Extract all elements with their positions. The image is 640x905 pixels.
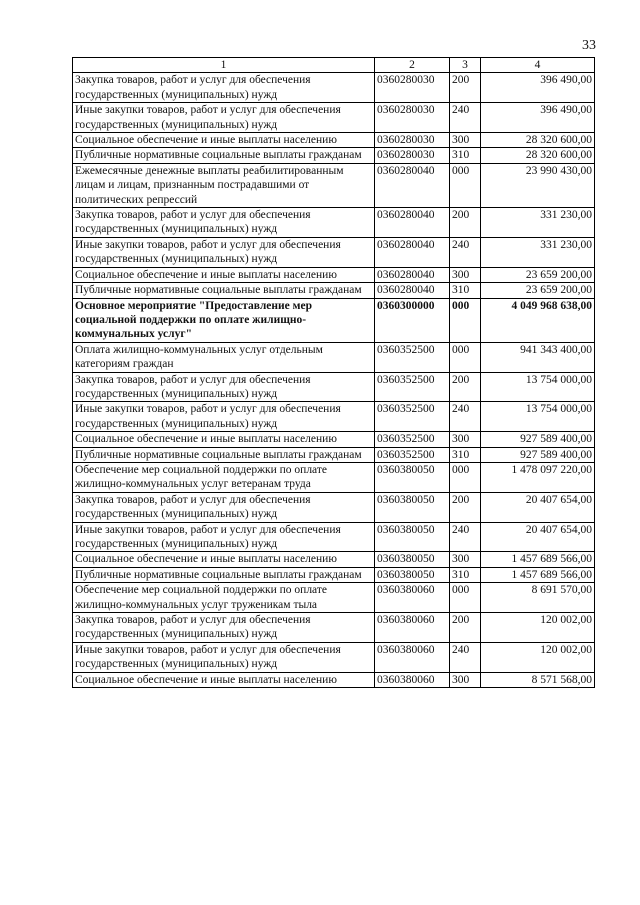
row-name-cell: Закупка товаров, работ и услуг для обеспечения государственных (муниципальных) нужд	[73, 208, 375, 238]
row-kind-cell: 200	[450, 208, 481, 238]
row-kind-cell: 000	[450, 163, 481, 207]
row-code-cell: 0360280030	[375, 133, 450, 148]
table-row	[73, 613, 595, 643]
row-amount-cell: 20 407 654,00	[481, 492, 595, 522]
table-row	[73, 462, 595, 492]
row-amount-cell: 23 659 200,00	[481, 267, 595, 282]
row-kind-cell: 310	[450, 567, 481, 582]
row-kind-cell: 240	[450, 522, 481, 552]
row-name-cell: Иные закупки товаров, работ и услуг для обеспечения государственных (муниципальных) нужд	[73, 402, 375, 432]
table-row	[73, 103, 595, 133]
row-amount-cell: 28 320 600,00	[481, 133, 595, 148]
row-code-cell: 0360380060	[375, 583, 450, 613]
row-amount-cell: 8 691 570,00	[481, 583, 595, 613]
row-kind-cell: 000	[450, 462, 481, 492]
row-kind-cell: 240	[450, 103, 481, 133]
row-code-cell: 0360380050	[375, 522, 450, 552]
row-code-cell: 0360380050	[375, 552, 450, 567]
row-code-cell: 0360280040	[375, 208, 450, 238]
column-header-1: 1	[73, 58, 375, 73]
row-code-cell: 0360352500	[375, 447, 450, 462]
row-name-cell: Публичные нормативные социальные выплаты гражданам	[73, 567, 375, 582]
column-header-3: 3	[450, 58, 481, 73]
row-kind-cell: 200	[450, 613, 481, 643]
row-name-cell: Публичные нормативные социальные выплаты гражданам	[73, 283, 375, 298]
row-kind-cell: 310	[450, 148, 481, 163]
row-code-cell: 0360380050	[375, 567, 450, 582]
row-kind-cell: 300	[450, 672, 481, 687]
row-code-cell: 0360280030	[375, 103, 450, 133]
table-row	[73, 567, 595, 582]
row-name-cell: Закупка товаров, работ и услуг для обеспечения государственных (муниципальных) нужд	[73, 372, 375, 402]
table-row	[73, 298, 595, 342]
table-row	[73, 492, 595, 522]
row-kind-cell: 300	[450, 133, 481, 148]
row-name-cell: Иные закупки товаров, работ и услуг для обеспечения государственных (муниципальных) нужд	[73, 522, 375, 552]
row-name-cell: Социальное обеспечение и иные выплаты населению	[73, 267, 375, 282]
table-row	[73, 208, 595, 238]
column-header-4: 4	[481, 58, 595, 73]
row-name-cell: Закупка товаров, работ и услуг для обеспечения государственных (муниципальных) нужд	[73, 73, 375, 103]
row-kind-cell: 310	[450, 447, 481, 462]
row-code-cell: 0360352500	[375, 342, 450, 372]
row-kind-cell: 200	[450, 372, 481, 402]
row-amount-cell: 1 478 097 220,00	[481, 462, 595, 492]
row-name-cell: Социальное обеспечение и иные выплаты населению	[73, 672, 375, 687]
row-code-cell: 0360352500	[375, 432, 450, 447]
row-amount-cell: 396 490,00	[481, 103, 595, 133]
row-name-cell: Иные закупки товаров, работ и услуг для обеспечения государственных (муниципальных) нужд	[73, 237, 375, 267]
row-amount-cell: 941 343 400,00	[481, 342, 595, 372]
row-name-cell: Обеспечение мер социальной поддержки по оплате жилищно-коммунальных услуг труженикам тыла	[73, 583, 375, 613]
row-name-cell: Социальное обеспечение и иные выплаты населению	[73, 552, 375, 567]
row-amount-cell: 23 659 200,00	[481, 283, 595, 298]
table-row	[73, 642, 595, 672]
table-body	[73, 73, 595, 688]
row-amount-cell: 396 490,00	[481, 73, 595, 103]
row-amount-cell: 331 230,00	[481, 208, 595, 238]
row-kind-cell: 200	[450, 73, 481, 103]
row-name-cell: Ежемесячные денежные выплаты реабилитированным лицам и лицам, признанным пострадавшими от политических репрессий	[73, 163, 375, 207]
row-name-cell: Иные закупки товаров, работ и услуг для обеспечения государственных (муниципальных) нужд	[73, 642, 375, 672]
row-name-cell: Иные закупки товаров, работ и услуг для обеспечения государственных (муниципальных) нужд	[73, 103, 375, 133]
column-header-2: 2	[375, 58, 450, 73]
row-amount-cell: 8 571 568,00	[481, 672, 595, 687]
row-amount-cell: 13 754 000,00	[481, 372, 595, 402]
row-kind-cell: 300	[450, 432, 481, 447]
row-amount-cell: 28 320 600,00	[481, 148, 595, 163]
table-row	[73, 133, 595, 148]
row-code-cell: 0360280040	[375, 267, 450, 282]
row-amount-cell: 120 002,00	[481, 613, 595, 643]
row-kind-cell: 300	[450, 267, 481, 282]
row-code-cell: 0360380060	[375, 642, 450, 672]
row-code-cell: 0360380060	[375, 613, 450, 643]
row-kind-cell: 240	[450, 642, 481, 672]
row-code-cell: 0360300000	[375, 298, 450, 342]
row-code-cell: 0360280040	[375, 283, 450, 298]
row-amount-cell: 13 754 000,00	[481, 402, 595, 432]
row-kind-cell: 240	[450, 237, 481, 267]
row-name-cell: Оплата жилищно-коммунальных услуг отдельным категориям граждан	[73, 342, 375, 372]
row-name-cell: Публичные нормативные социальные выплаты гражданам	[73, 148, 375, 163]
row-kind-cell: 200	[450, 492, 481, 522]
row-kind-cell: 000	[450, 298, 481, 342]
table-row	[73, 163, 595, 207]
row-name-cell: Обеспечение мер социальной поддержки по оплате жилищно-коммунальных услуг ветеранам труда	[73, 462, 375, 492]
row-amount-cell: 120 002,00	[481, 642, 595, 672]
row-kind-cell: 000	[450, 583, 481, 613]
row-name-cell: Социальное обеспечение и иные выплаты населению	[73, 133, 375, 148]
row-code-cell: 0360280030	[375, 73, 450, 103]
row-code-cell: 0360280040	[375, 163, 450, 207]
table-row	[73, 342, 595, 372]
row-code-cell: 0360280040	[375, 237, 450, 267]
row-name-cell: Закупка товаров, работ и услуг для обеспечения государственных (муниципальных) нужд	[73, 613, 375, 643]
row-kind-cell: 000	[450, 342, 481, 372]
row-amount-cell: 331 230,00	[481, 237, 595, 267]
table-row	[73, 402, 595, 432]
row-amount-cell: 927 589 400,00	[481, 447, 595, 462]
row-amount-cell: 1 457 689 566,00	[481, 567, 595, 582]
row-amount-cell: 23 990 430,00	[481, 163, 595, 207]
row-code-cell: 0360352500	[375, 402, 450, 432]
table-row	[73, 237, 595, 267]
table-row	[73, 432, 595, 447]
row-name-cell: Основное мероприятие "Предоставление мер социальной поддержки по оплате жилищно-коммунальных услуг"	[73, 298, 375, 342]
row-code-cell: 0360280030	[375, 148, 450, 163]
table-row	[73, 672, 595, 687]
row-amount-cell: 4 049 968 638,00	[481, 298, 595, 342]
row-kind-cell: 300	[450, 552, 481, 567]
row-amount-cell: 927 589 400,00	[481, 432, 595, 447]
table-row	[73, 447, 595, 462]
table-row	[73, 522, 595, 552]
row-name-cell: Публичные нормативные социальные выплаты гражданам	[73, 447, 375, 462]
row-code-cell: 0360380060	[375, 672, 450, 687]
row-code-cell: 0360352500	[375, 372, 450, 402]
table-row	[73, 372, 595, 402]
table-header-row	[73, 58, 595, 73]
row-name-cell: Социальное обеспечение и иные выплаты населению	[73, 432, 375, 447]
row-amount-cell: 20 407 654,00	[481, 522, 595, 552]
table-row	[73, 283, 595, 298]
row-code-cell: 0360380050	[375, 492, 450, 522]
row-amount-cell: 1 457 689 566,00	[481, 552, 595, 567]
row-name-cell: Закупка товаров, работ и услуг для обеспечения государственных (муниципальных) нужд	[73, 492, 375, 522]
table-row	[73, 73, 595, 103]
row-kind-cell: 240	[450, 402, 481, 432]
table-row	[73, 583, 595, 613]
row-code-cell: 0360380050	[375, 462, 450, 492]
row-kind-cell: 310	[450, 283, 481, 298]
table-row	[73, 267, 595, 282]
table-row	[73, 552, 595, 567]
page-number: 33	[582, 38, 596, 53]
budget-table	[72, 57, 595, 688]
table-row	[73, 148, 595, 163]
